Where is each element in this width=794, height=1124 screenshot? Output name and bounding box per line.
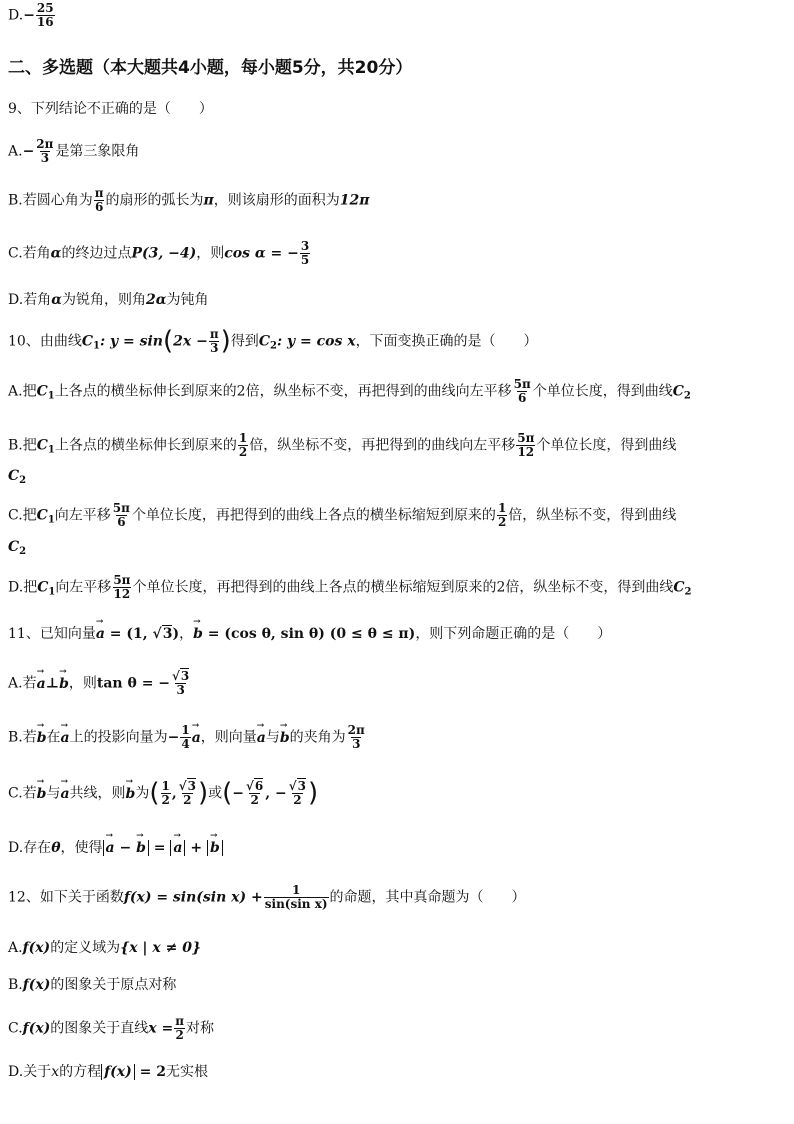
math-expr: ) — [172, 626, 180, 642]
q10-option-c-line2 — [8, 539, 26, 558]
subscript: 1 — [92, 340, 100, 352]
option-text: 的终边过点 — [61, 245, 132, 262]
q12-option-b — [8, 977, 176, 994]
vector-b: → b — [126, 786, 136, 803]
option-text: 对称 — [186, 1020, 215, 1037]
q9-option-c — [8, 240, 311, 267]
stem-text: 的命题，其中真命题为（ ） — [329, 889, 526, 906]
option-text: 把 — [22, 507, 37, 524]
right-paren: ) — [197, 778, 209, 808]
numerator: √6 — [246, 778, 264, 793]
option-text: 倍，纵坐标不变，得到曲线 — [508, 507, 677, 524]
fraction — [112, 502, 131, 529]
numerator: 5π — [513, 377, 531, 391]
math-expr: : y = sin — [99, 333, 163, 350]
option-text: 的定义域为 — [50, 940, 121, 956]
option-text: 的方程 — [59, 1064, 102, 1080]
right-paren: ) — [308, 778, 319, 808]
math-expr: : y = cos x — [276, 333, 356, 350]
option-text: 个单位长度，再把得到的曲线上各点的横坐标缩短到原来的 — [131, 507, 496, 524]
abs-value — [103, 840, 149, 856]
option-text: 无实根 — [165, 1064, 208, 1080]
denominator: 6 — [94, 200, 104, 215]
option-label: B. — [8, 192, 23, 209]
vector-a: → a — [257, 730, 266, 747]
math-expr: = (cos θ, sin θ) (0 ≤ θ ≤ π) — [202, 626, 416, 642]
denominator: 6 — [117, 515, 126, 530]
option-text: 若 — [22, 785, 37, 802]
q10-option-c-line1 — [8, 502, 676, 529]
fraction — [300, 240, 310, 267]
sqrt-radicand: 3 — [162, 626, 173, 642]
option-text: 若角 — [23, 292, 52, 308]
denominator: 3 — [176, 683, 185, 698]
minus-sign: − — [232, 785, 245, 802]
denominator: 3 — [352, 737, 361, 752]
math-expr: + — [185, 840, 207, 856]
numerator: 1 — [291, 883, 301, 897]
fraction — [264, 884, 329, 911]
minus-sign: − — [23, 7, 35, 24]
denominator: 2 — [161, 793, 170, 808]
math-expr: 2x − — [173, 333, 208, 350]
stem-text: 10、由曲线 — [8, 333, 82, 350]
denominator: 2 — [175, 1028, 184, 1043]
q12-option-a — [8, 940, 201, 957]
vector-b: → b — [280, 730, 290, 747]
math-expr: = (1, — [104, 626, 153, 642]
math-expr: C — [36, 383, 48, 400]
numerator: 1 — [161, 778, 170, 793]
fraction — [174, 1015, 185, 1042]
option-text: 的夹角为 — [289, 729, 346, 746]
q10-stem — [8, 326, 538, 357]
minus-sign: − — [167, 729, 180, 746]
numerator: 5π — [517, 431, 535, 445]
option-text: 若圆心角为 — [22, 192, 93, 209]
q10-option-a — [8, 378, 691, 405]
vector-b: → b — [59, 676, 69, 693]
numerator: 5π — [113, 573, 131, 587]
option-text: ，则向量 — [200, 729, 257, 746]
option-text: 上各点的横坐标伸长到原来的2倍，纵坐标不变，再把得到的曲线向左平移 — [54, 383, 512, 400]
numerator: √3 — [178, 778, 196, 793]
option-label: A. — [8, 143, 23, 160]
fraction — [178, 780, 197, 807]
math-expr: = — [148, 840, 171, 856]
q10-option-d — [8, 574, 691, 601]
option-text: 个单位长度，得到曲线 — [532, 383, 673, 400]
q9-option-a — [8, 138, 139, 165]
q9-option-d — [8, 292, 208, 309]
subscript: 2 — [684, 586, 692, 598]
vector-a: → a — [96, 626, 105, 643]
option-label: D. — [8, 1064, 24, 1080]
math-expr: C — [258, 333, 270, 350]
numerator: 1 — [497, 501, 507, 515]
math-expr: tan θ = − — [96, 675, 171, 692]
vector-a: → a — [173, 840, 182, 857]
option-label: A. — [8, 940, 23, 956]
denominator: 2 — [250, 793, 259, 808]
q11-option-c — [8, 778, 318, 809]
math-expr: {x | x ≠ 0} — [120, 940, 201, 956]
abs-value — [170, 840, 185, 856]
numerator: 2π — [36, 137, 54, 151]
numerator: 5π — [112, 501, 130, 515]
option-text: 存在 — [23, 840, 52, 856]
q11-option-b — [8, 724, 367, 751]
denominator: 16 — [36, 15, 54, 30]
left-paren: ( — [149, 778, 160, 808]
option-text: 为锐角，则角 — [61, 292, 146, 308]
fraction — [513, 378, 532, 405]
numerator: √3 — [288, 778, 307, 793]
numerator: 3 — [300, 239, 310, 253]
option-text: 个单位长度，再把得到的曲线上各点的横坐标缩短到原来的2倍，纵坐标不变，得到曲线 — [132, 579, 674, 596]
fraction — [171, 670, 190, 697]
fraction — [347, 724, 366, 751]
vector-b: → b — [37, 730, 47, 747]
denominator: 12 — [517, 445, 535, 460]
comma: , — [171, 785, 177, 802]
math-expr: − — [114, 840, 137, 856]
vector-a: → a — [192, 730, 201, 747]
option-text: 的扇形的弧长为 — [105, 192, 204, 209]
numerator: 25 — [36, 1, 54, 15]
abs-value — [101, 1064, 135, 1080]
vector-b: → b — [193, 626, 203, 643]
option-text: 为钝角 — [166, 292, 209, 308]
numerator: 1 — [238, 431, 248, 445]
option-text: ，使得 — [60, 840, 103, 856]
option-text: 把 — [22, 383, 37, 400]
math-expr: C — [8, 468, 20, 484]
numerator: π — [209, 326, 219, 341]
option-text: 与 — [46, 785, 61, 802]
option-label: C. — [8, 507, 23, 524]
fraction — [94, 187, 105, 214]
stem-text: 11、已知向量 — [8, 626, 96, 642]
numerator: √3 — [172, 669, 190, 683]
math-expr: 2α — [145, 292, 167, 308]
q11-option-a — [8, 670, 191, 697]
minus-sign: − — [22, 143, 35, 160]
math-expr: = 2 — [134, 1064, 166, 1080]
math-expr: f(x) — [104, 1064, 132, 1080]
option-label: B. — [8, 437, 23, 454]
numerator: 1 — [181, 723, 190, 737]
comma: , − — [265, 785, 287, 802]
right-paren: ) — [220, 326, 231, 356]
stem-text: ，则下列命题正确的是（ ） — [415, 626, 612, 642]
math-expr: C — [36, 507, 48, 524]
fraction — [288, 780, 307, 807]
math-expr: C — [8, 539, 20, 555]
math-expr: f(x) — [22, 1020, 51, 1037]
vector-b: → b — [37, 786, 47, 803]
q12-option-c — [8, 1015, 214, 1042]
denominator: 12 — [113, 587, 131, 602]
denominator: 2 — [183, 793, 192, 808]
denominator: 5 — [300, 253, 310, 268]
vector-b: → b — [136, 840, 146, 857]
q9-option-b — [8, 187, 370, 214]
option-text: 共线，则 — [69, 785, 126, 802]
math-expr: cos α = − — [224, 245, 299, 262]
fraction — [497, 502, 507, 529]
sqrt-sign: √ — [152, 626, 162, 642]
option-text: 若 — [22, 675, 37, 692]
option-text: ，则 — [68, 675, 97, 692]
option-label: D. — [8, 579, 24, 596]
option-text: 个单位长度，得到曲线 — [536, 437, 677, 454]
stem-text: ，下面变换正确的是（ ） — [355, 333, 538, 350]
subscript: 2 — [683, 390, 691, 402]
option-label: D. — [8, 840, 24, 856]
subscript: 1 — [47, 444, 55, 456]
subscript: 1 — [48, 586, 56, 598]
math-expr: α — [50, 245, 62, 262]
numerator: π — [94, 186, 104, 200]
fraction — [180, 724, 190, 751]
sqrt-radicand: 6 — [254, 778, 264, 793]
math-expr: f(x) — [22, 977, 51, 993]
math-expr: 12π — [339, 192, 370, 209]
math-expr: f(x) — [22, 940, 51, 956]
option-text: ，则 — [196, 245, 225, 262]
option-label: D. — [8, 7, 24, 24]
math-expr: f(x) = sin(sin x) + — [123, 889, 263, 906]
fraction — [245, 780, 264, 807]
left-paren: ( — [163, 326, 174, 356]
abs-value — [207, 840, 223, 856]
fraction — [238, 432, 248, 459]
q10-option-b-line2 — [8, 468, 26, 487]
math-expr: C — [36, 437, 48, 454]
option-label: C. — [8, 1020, 23, 1037]
option-label: A. — [8, 675, 23, 692]
denominator: 2 — [238, 445, 248, 460]
q8-option-d — [8, 2, 56, 29]
option-text: 上各点的横坐标伸长到原来的 — [54, 437, 237, 454]
math-expr: θ — [51, 840, 61, 856]
option-label: D. — [8, 292, 24, 308]
q12-option-d — [8, 1064, 208, 1081]
denominator: 3 — [210, 341, 219, 356]
q9-stem: 9、下列结论不正确的是（ ） — [8, 101, 213, 117]
option-text: 在 — [46, 729, 61, 746]
denominator: 6 — [517, 391, 527, 406]
option-text: 把 — [23, 579, 38, 596]
math-expr: α — [51, 292, 62, 308]
math-expr: C — [672, 383, 684, 400]
fraction — [209, 328, 220, 355]
option-text: 为 — [135, 785, 150, 802]
option-label: B. — [8, 729, 23, 746]
subscript: 1 — [47, 514, 55, 526]
vector-a: → a — [61, 730, 70, 747]
math-expr: P(3, −4) — [131, 245, 197, 262]
math-expr: π — [203, 192, 214, 209]
fraction — [36, 2, 55, 29]
option-label: C. — [8, 785, 23, 802]
numerator: π — [175, 1014, 185, 1028]
math-expr: C — [81, 333, 93, 350]
q11-option-d — [8, 840, 223, 857]
vector-a: → a — [60, 786, 69, 803]
fraction — [161, 780, 171, 807]
sqrt-radicand: 3 — [180, 669, 190, 683]
q11-stem — [8, 626, 611, 643]
option-text: 关于 — [23, 1064, 52, 1080]
option-text: 若角 — [22, 245, 51, 262]
stem-text: 得到 — [230, 333, 259, 350]
denominator: sin(sin x) — [264, 897, 328, 912]
denominator: 2 — [497, 515, 507, 530]
option-text: 上的投影向量为 — [69, 729, 168, 746]
subscript: 2 — [19, 546, 27, 557]
option-text: 的图象关于原点对称 — [50, 977, 177, 993]
option-text: 向左平移 — [55, 579, 112, 596]
math-expr: C — [673, 579, 685, 596]
stem-text: 12、如下关于函数 — [8, 889, 124, 906]
option-text: 若 — [22, 729, 37, 746]
vector-b: → b — [210, 840, 220, 857]
option-text: 或 — [208, 785, 223, 802]
vector-a: → a — [37, 676, 46, 693]
option-label: A. — [8, 383, 23, 400]
left-paren: ( — [222, 778, 233, 808]
q12-stem — [8, 884, 526, 911]
fraction — [35, 138, 54, 165]
math-expr: x — [51, 1064, 60, 1080]
q10-option-b-line1 — [8, 432, 676, 459]
subscript: 2 — [269, 340, 277, 352]
stem-text: ， — [179, 626, 194, 642]
perp-symbol: ⊥ — [45, 675, 60, 692]
math-expr: C — [37, 579, 49, 596]
subscript: 1 — [47, 390, 55, 402]
sqrt-radicand: 3 — [297, 778, 307, 793]
option-label: B. — [8, 977, 23, 993]
sqrt-radicand: 3 — [187, 778, 196, 793]
option-text: 向左平移 — [54, 507, 111, 524]
denominator: 4 — [181, 737, 190, 752]
option-text: 把 — [22, 437, 37, 454]
option-text: 与 — [265, 729, 280, 746]
option-text: 倍，纵坐标不变，再把得到的曲线向左平移 — [249, 437, 516, 454]
fraction — [516, 432, 535, 459]
denominator: 2 — [293, 793, 302, 808]
option-label: C. — [8, 245, 23, 262]
fraction — [112, 574, 131, 601]
option-text: 是第三象限角 — [55, 143, 140, 160]
section-heading: 二、多选题（本大题共4小题，每小题5分，共20分） — [8, 58, 413, 78]
vector-a: → a — [106, 840, 115, 857]
option-text: 的图象关于直线 — [50, 1020, 149, 1037]
subscript: 2 — [19, 475, 27, 486]
option-text: ，则该扇形的面积为 — [213, 192, 340, 209]
denominator: 3 — [40, 151, 50, 166]
numerator: 2π — [347, 723, 365, 737]
math-expr: x = — [148, 1020, 174, 1037]
